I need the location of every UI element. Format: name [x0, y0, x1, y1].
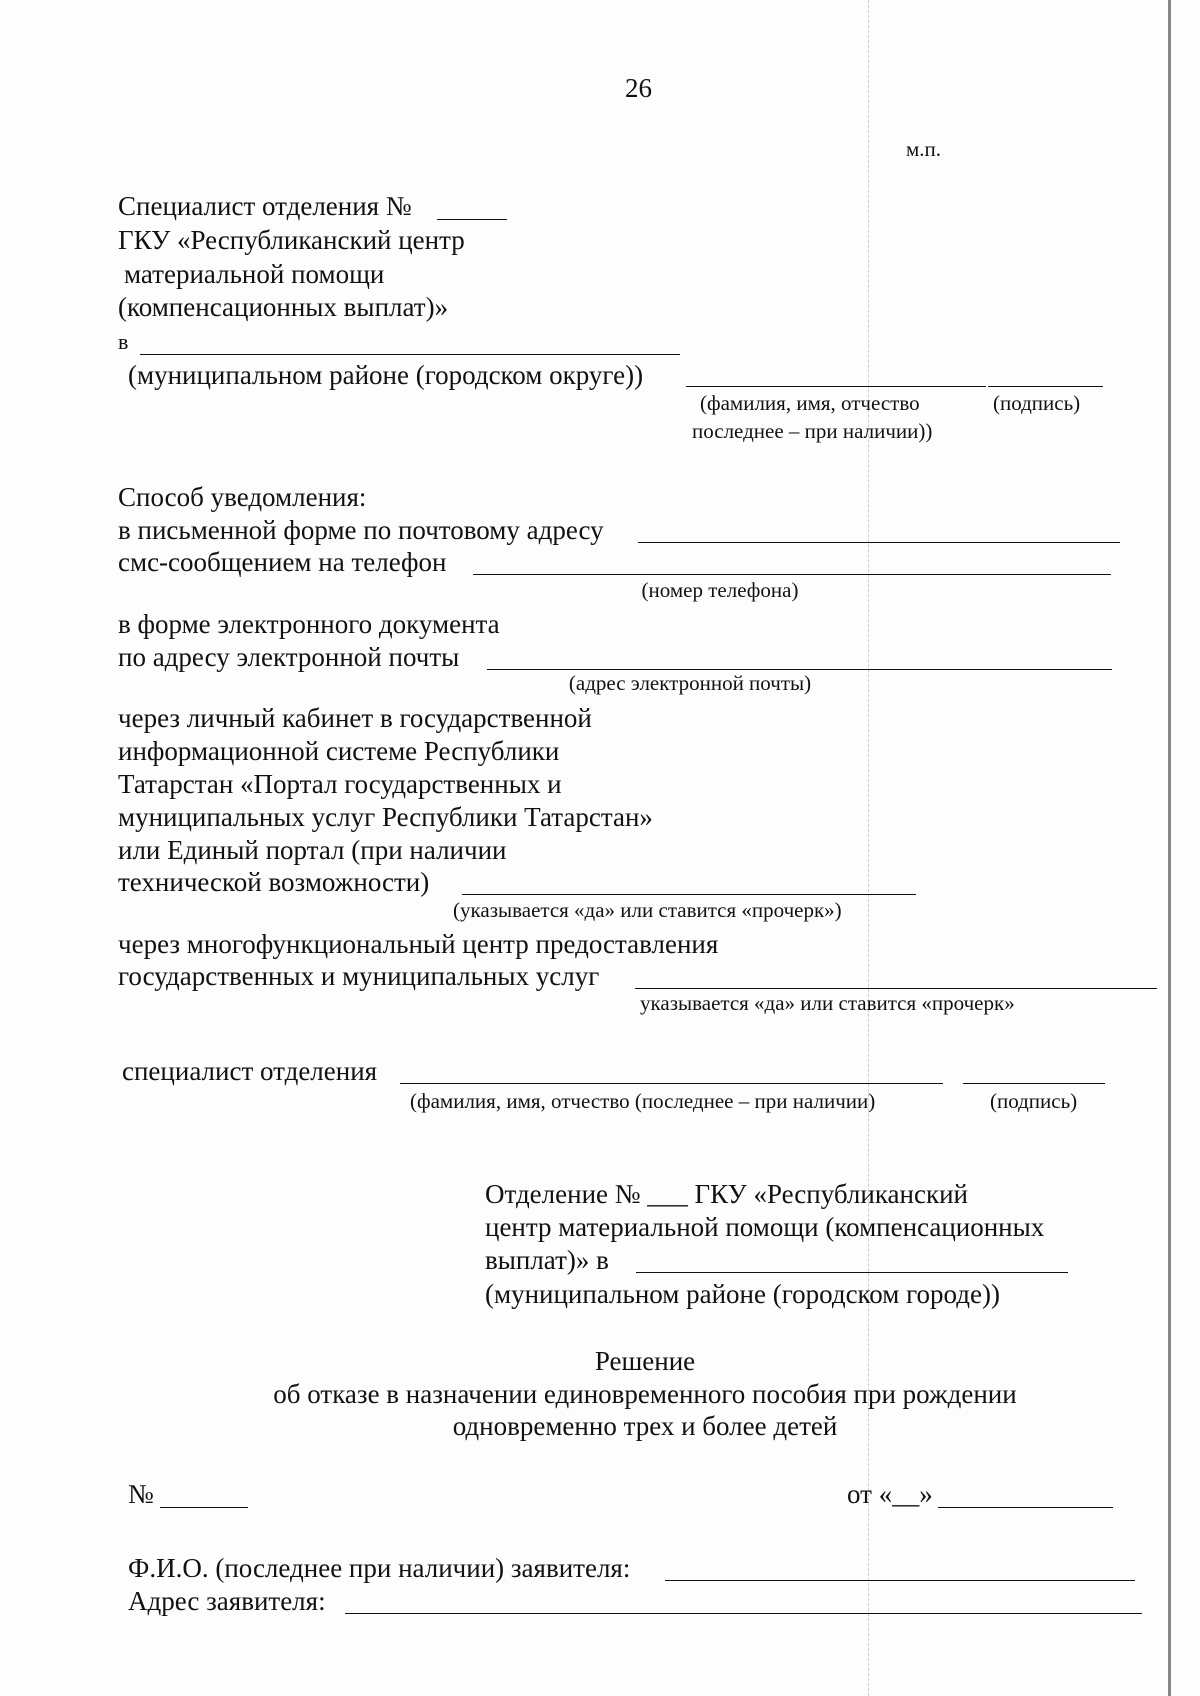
- notify-sms-label: смс-сообщением на телефон: [118, 547, 447, 577]
- decision-subtitle-1: об отказе в назначении единовременного пособия при рождении: [273, 1379, 1017, 1409]
- mfc-caption: указывается «да» или ставится «прочерк»: [640, 991, 1015, 1015]
- header-line-6: (муниципальном районе (городском округе)): [128, 360, 644, 390]
- portal-answer-field[interactable]: [462, 894, 916, 895]
- applicant-address-label: Адрес заявителя:: [128, 1586, 326, 1616]
- notify-portal-line-1: через личный кабинет в государственной: [118, 703, 592, 733]
- decision-date-label: от «__»: [847, 1479, 933, 1509]
- dept-line-1: Отделение № ___ ГКУ «Республиканский: [485, 1179, 968, 1209]
- decision-number-label: №: [128, 1479, 154, 1509]
- notify-mfc-line-2: государственных и муниципальных услуг: [118, 961, 600, 991]
- stamp-place-label: м.п.: [906, 137, 942, 161]
- notify-portal-line-4: муниципальных услуг Республики Татарстан»: [118, 802, 653, 832]
- header-signature-field[interactable]: [988, 386, 1103, 387]
- decision-number-field[interactable]: [160, 1507, 248, 1508]
- portal-caption: (указывается «да» или ставится «прочерк»): [453, 898, 842, 922]
- dept-line-3: выплат)» в: [485, 1245, 609, 1275]
- phone-caption: (номер телефона): [641, 578, 799, 602]
- header-line-2: ГКУ «Республиканский центр: [118, 225, 465, 255]
- notify-portal-line-2: информационной системе Республики: [118, 736, 560, 766]
- postal-address-field[interactable]: [638, 542, 1120, 543]
- notify-mfc-line-1: через многофункциональный центр предоставления: [118, 929, 719, 959]
- phone-number-field[interactable]: [473, 574, 1111, 575]
- dept-line-4: (муниципальном районе (городском городе)): [485, 1279, 1000, 1309]
- header-fio-caption-1: (фамилия, имя, отчество: [700, 391, 920, 415]
- mfc-answer-field[interactable]: [635, 988, 1157, 989]
- decision-subtitle-2: одновременно трех и более детей: [452, 1411, 838, 1441]
- applicant-fio-label: Ф.И.О. (последнее при наличии) заявителя:: [128, 1553, 631, 1583]
- header-line-1: Специалист отделения №: [118, 191, 412, 221]
- dept-district-field[interactable]: [636, 1272, 1068, 1273]
- dept-number-field[interactable]: [437, 219, 507, 220]
- decision-date-field[interactable]: [938, 1507, 1113, 1508]
- header-fio-caption-2: последнее – при наличии)): [692, 419, 933, 443]
- specialist-label: специалист отделения: [122, 1056, 378, 1086]
- email-caption: (адрес электронной почты): [568, 671, 812, 695]
- applicant-fio-field[interactable]: [665, 1580, 1135, 1581]
- specialist-signature-field[interactable]: [963, 1083, 1105, 1084]
- header-line-4: (компенсационных выплат)»: [118, 292, 449, 322]
- dept-line-2: центр материальной помощи (компенсационных: [485, 1212, 1045, 1242]
- notify-portal-line-5: или Единый портал (при наличии: [118, 835, 507, 865]
- header-sign-caption: (подпись): [993, 391, 1081, 415]
- notify-portal-line-6: технической возможности): [118, 867, 430, 897]
- decision-title: Решение: [594, 1346, 696, 1376]
- header-line-5: в: [118, 329, 129, 354]
- notify-email-label-1: в форме электронного документа: [118, 609, 500, 639]
- notify-post-label: в письменной форме по почтовому адресу: [118, 515, 604, 545]
- notify-portal-line-3: Татарстан «Портал государственных и: [118, 769, 562, 799]
- specialist-fio-field[interactable]: [400, 1083, 943, 1084]
- page-number: 26: [625, 73, 652, 103]
- header-fio-field[interactable]: [686, 386, 986, 387]
- specialist-sign-caption: (подпись): [990, 1089, 1078, 1113]
- header-line-3: материальной помощи: [124, 259, 385, 289]
- district-field[interactable]: [140, 354, 680, 355]
- notify-title: Способ уведомления:: [118, 482, 367, 512]
- specialist-fio-caption: (фамилия, имя, отчество (последнее – при наличии): [410, 1089, 876, 1113]
- notify-email-label-2: по адресу электронной почты: [118, 642, 460, 672]
- applicant-address-field[interactable]: [345, 1613, 1142, 1614]
